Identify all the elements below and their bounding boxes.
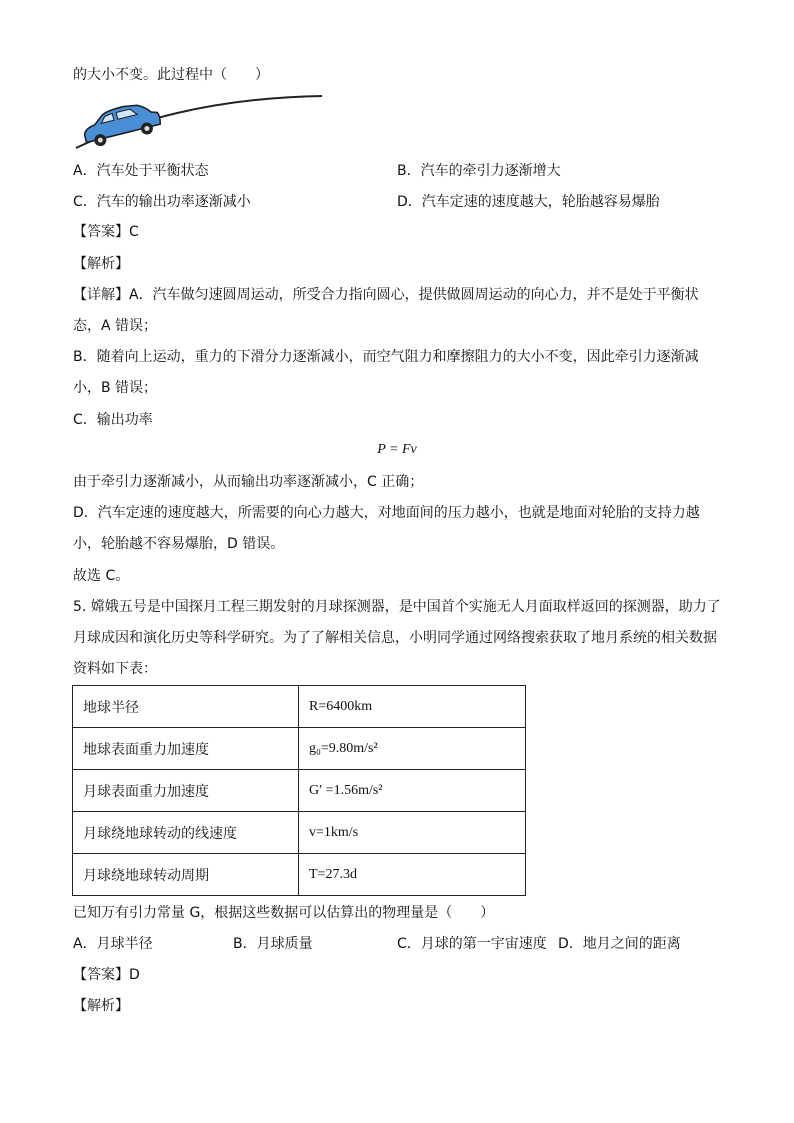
table-cell-label: 月球表面重力加速度 <box>73 770 299 812</box>
q4-conclusion: 故选 C。 <box>73 568 130 584</box>
q4-option-b: B．汽车的牵引力逐渐增大 <box>397 163 561 179</box>
q4-detail-line-5: C．输出功率 <box>73 412 153 428</box>
q5-option-b: B．月球质量 <box>233 936 313 952</box>
question-5-line-1: 5. 嫦娥五号是中国探月工程三期发射的月球探测器，是中国首个实施无人月面取样返回的探测器，助力了 <box>73 599 721 615</box>
q4-detail-line-4: 小，B 错误； <box>73 380 158 396</box>
car-on-slope-illustration <box>70 92 326 152</box>
power-formula: P = Fv <box>377 442 417 457</box>
table-cell-value: T=27.3d <box>299 854 526 896</box>
q5-answer: 【答案】D <box>73 967 140 983</box>
question-5-line-3: 资料如下表： <box>73 661 157 677</box>
q5-option-c: C．月球的第一宇宙速度 <box>397 936 547 952</box>
table-cell-value: v=1km/s <box>299 812 526 854</box>
table-cell-value: g₀=9.80m/s² <box>299 728 526 770</box>
table-cell-value: R=6400km <box>299 686 526 728</box>
question-4-stem-tail: 的大小不变。此过程中（ ） <box>73 67 269 83</box>
question-5-prompt: 已知万有引力常量 G，根据这些数据可以估算出的物理量是（ ） <box>73 905 495 921</box>
q4-detail-line-6: 由于牵引力逐渐减小，从而输出功率逐渐减小，C 正确； <box>73 474 424 490</box>
table-cell-label: 地球表面重力加速度 <box>73 728 299 770</box>
q4-answer: 【答案】C <box>73 224 139 240</box>
table-cell-label: 月球绕地球转动的线速度 <box>73 812 299 854</box>
earth-moon-data-table <box>72 685 526 896</box>
question-5-line-2: 月球成因和演化历史等科学研究。为了了解相关信息，小明同学通过网络搜索获取了地月系统的相关数据 <box>73 630 717 646</box>
q5-option-d: D．地月之间的距离 <box>558 936 681 952</box>
q5-option-a: A．月球半径 <box>73 936 153 952</box>
table-row <box>73 770 526 812</box>
q4-option-d: D．汽车定速的速度越大，轮胎越容易爆胎 <box>397 194 660 210</box>
q4-detail-line-1: 【详解】A．汽车做匀速圆周运动，所受合力指向圆心，提供做圆周运动的向心力，并不是处于平衡状 <box>73 287 699 303</box>
table-row <box>73 728 526 770</box>
q4-option-a: A．汽车处于平衡状态 <box>73 163 209 179</box>
table-cell-label: 月球绕地球转动周期 <box>73 854 299 896</box>
q4-detail-line-3: B．随着向上运动，重力的下滑分力逐渐减小，而空气阻力和摩擦阻力的大小不变，因此牵引力逐渐减 <box>73 349 699 365</box>
table-row <box>73 854 526 896</box>
q5-analysis-heading: 【解析】 <box>73 998 129 1014</box>
table-row <box>73 686 526 728</box>
table-cell-value: G′ =1.56m/s² <box>299 770 526 812</box>
q4-analysis-heading: 【解析】 <box>73 256 129 272</box>
table-cell-label: 地球半径 <box>73 686 299 728</box>
q4-option-c: C．汽车的输出功率逐渐减小 <box>73 194 251 210</box>
q4-detail-line-2: 态，A 错误； <box>73 318 158 334</box>
q4-detail-line-7: D．汽车定速的速度越大，所需要的向心力越大，对地面间的压力越小，也就是地面对轮胎的支持力越 <box>73 505 700 521</box>
q4-detail-line-8: 小，轮胎越不容易爆胎，D 错误。 <box>73 536 285 552</box>
table-row <box>73 812 526 854</box>
